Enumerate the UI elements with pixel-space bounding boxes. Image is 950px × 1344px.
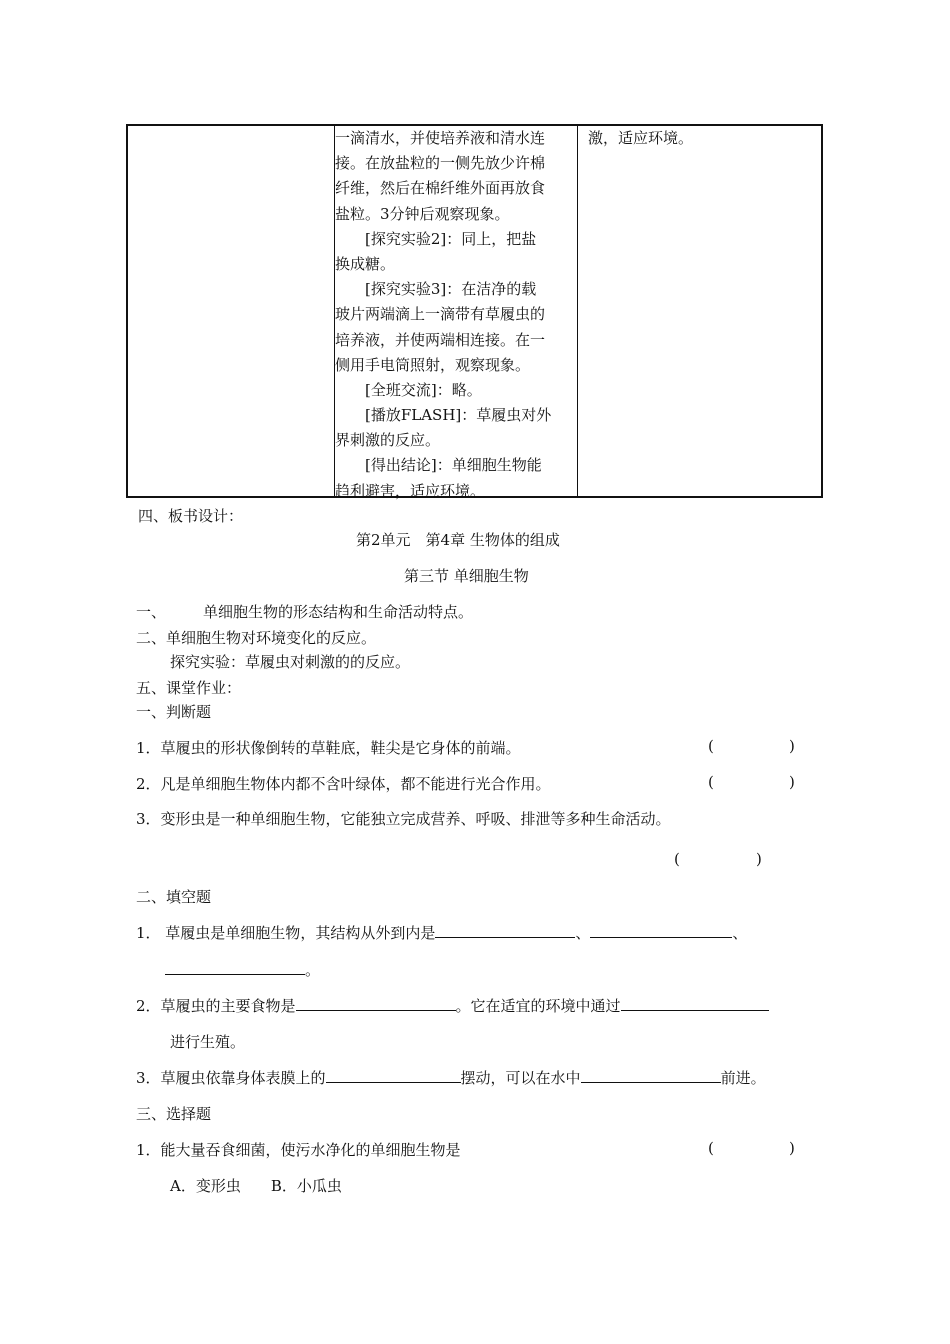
answer-blank[interactable] xyxy=(326,1068,461,1083)
table-text-line: [全班交流]：略。 xyxy=(365,380,482,399)
table-text-line: [播放FLASH]：草履虫对外 xyxy=(365,406,552,425)
table-divider xyxy=(577,126,578,496)
answer-paren-open: ( xyxy=(708,773,714,791)
question-text: 前进。 xyxy=(720,1069,766,1087)
question-text: 2．凡是单细胞生物体内都不含叶绿体，都不能进行光合作用。 xyxy=(136,775,551,793)
question-text: 1． 草履虫是单细胞生物，其结构从外到内是 xyxy=(136,924,436,942)
table-text-line: 换成糖。 xyxy=(335,254,396,273)
question-text: 2．草履虫的主要食物是 xyxy=(136,997,296,1015)
fill-question xyxy=(136,922,747,943)
answer-paren-open: ( xyxy=(708,737,714,755)
section-heading: 一、判断题 xyxy=(136,703,212,721)
separator-text: 、 xyxy=(575,924,591,942)
board-item: 单细胞生物的形态结构和生命活动特点。 xyxy=(203,603,474,621)
question-text: 3．变形虫是一种单细胞生物，它能独立完成营养、呼吸、排泄等多种生命活动。 xyxy=(136,810,671,828)
table-text-line: 玻片两端滴上一滴带有草履虫的 xyxy=(335,305,546,324)
answer-blank[interactable] xyxy=(165,960,305,975)
table-text-line: 接。在放盐粒的一侧先放少许棉 xyxy=(335,154,546,173)
question-text: 进行生殖。 xyxy=(170,1033,246,1051)
fill-question xyxy=(136,995,769,1016)
choice-options: A．变形虫 B．小瓜虫 xyxy=(170,1177,342,1195)
question-text: 。它在适宜的环境中通过 xyxy=(455,997,621,1015)
answer-paren-close: ) xyxy=(756,850,762,868)
separator-text: 。 xyxy=(305,961,321,979)
section-heading: 二、填空题 xyxy=(136,888,212,906)
table-text-line: 激，适应环境。 xyxy=(588,129,694,147)
board-heading: 四、板书设计： xyxy=(138,507,244,525)
board-title: 第2单元 第4章 生物体的组成 xyxy=(356,531,560,549)
answer-paren-open: ( xyxy=(674,850,680,868)
table-text-line: 侧用手电筒照射，观察现象。 xyxy=(335,355,531,374)
fill-question xyxy=(136,1067,766,1088)
answer-blank[interactable] xyxy=(296,996,456,1011)
answer-blank[interactable] xyxy=(621,996,769,1011)
question-text: 3．草履虫依靠身体表膜上的 xyxy=(136,1069,326,1087)
question-text: 1．能大量吞食细菌，使污水净化的单细胞生物是 xyxy=(136,1141,461,1159)
table-text-line: 趋利避害，适应环境。 xyxy=(335,481,486,500)
table-text-line: 培养液，并使两端相连接。在一 xyxy=(335,330,546,349)
board-item-number: 一、 xyxy=(136,603,167,621)
separator-text: 、 xyxy=(732,924,748,942)
answer-blank[interactable] xyxy=(435,923,575,938)
answer-blank[interactable] xyxy=(590,923,732,938)
section-heading: 三、选择题 xyxy=(136,1105,212,1123)
table-text-line: 盐粒。3分钟后观察现象。 xyxy=(335,204,510,223)
table-text-line: [探究实验2]：同上，把盐 xyxy=(365,229,537,248)
table-text-line: 一滴清水，并使培养液和清水连 xyxy=(335,129,546,147)
table-text-line: 纤维，然后在棉纤维外面再放食 xyxy=(335,179,546,198)
fill-question-cont xyxy=(165,959,320,980)
answer-paren-open: ( xyxy=(708,1139,714,1157)
question-text: 1．草履虫的形状像倒转的草鞋底，鞋尖是它身体的前端。 xyxy=(136,739,521,757)
board-subitem: 探究实验：草履虫对刺激的的反应。 xyxy=(170,653,411,671)
board-item: 二、单细胞生物对环境变化的反应。 xyxy=(136,629,377,647)
board-subtitle: 第三节 单细胞生物 xyxy=(404,567,529,585)
answer-paren-close: ) xyxy=(789,1139,795,1157)
answer-paren-close: ) xyxy=(789,737,795,755)
table-cell-purpose xyxy=(588,126,818,151)
table-text-line: 界刺激的反应。 xyxy=(335,431,441,450)
table-text-line: [得出结论]：单细胞生物能 xyxy=(365,456,542,475)
table-cell-activities xyxy=(335,126,575,504)
table-text-line: [探究实验3]：在洁净的载 xyxy=(365,280,537,299)
lesson-table xyxy=(126,124,823,498)
answer-blank[interactable] xyxy=(581,1068,721,1083)
homework-heading: 五、课堂作业： xyxy=(136,679,242,697)
question-text: 摆动，可以在水中 xyxy=(460,1069,581,1087)
answer-paren-close: ) xyxy=(789,773,795,791)
